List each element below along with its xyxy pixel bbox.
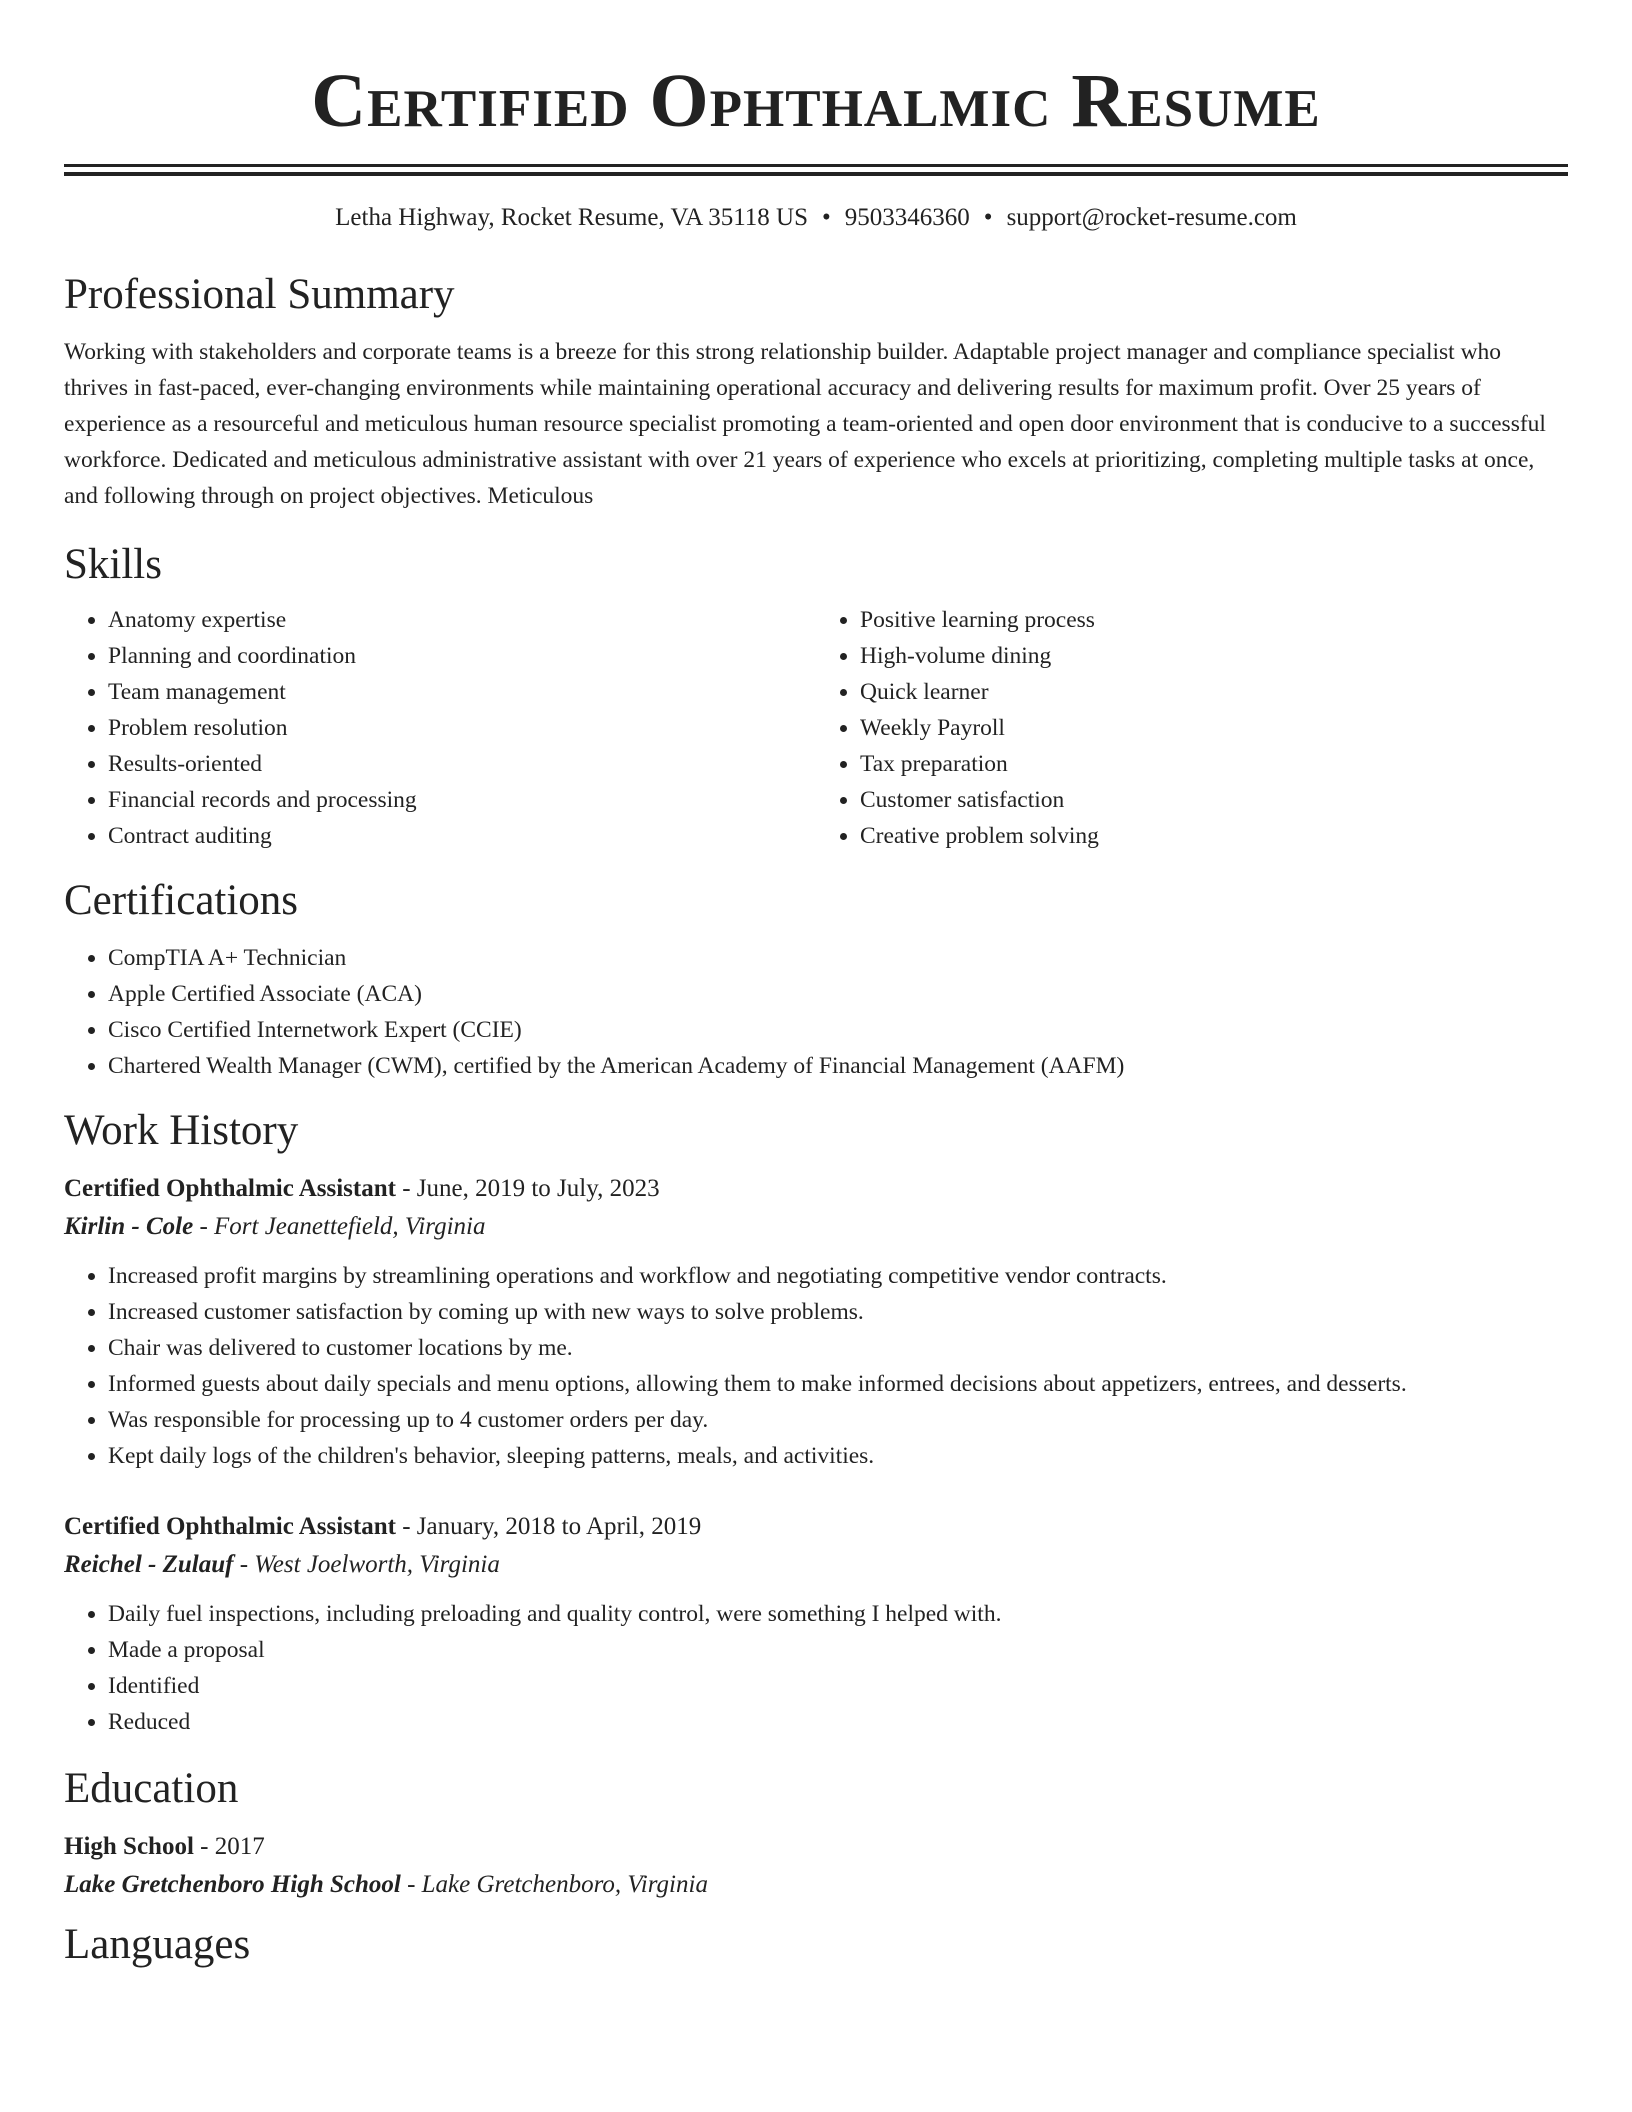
- job-dates: - January, 2018 to April, 2019: [395, 1513, 702, 1540]
- certification-item: • Chartered Wealth Manager (CWM), certified by the American Academy of Financial Management (AAFM): [108, 1048, 1568, 1084]
- education-heading: Education: [64, 1765, 239, 1812]
- education-school-line: [64, 1866, 1568, 1904]
- job-bullet: • Daily fuel inspections, including preloading and quality control, were something I helped with.: [108, 1596, 1568, 1632]
- skill-item: • Anatomy expertise: [108, 602, 816, 638]
- skill-item: • Planning and coordination: [108, 638, 816, 674]
- skills-columns: [64, 602, 1568, 854]
- education-degree: High School: [64, 1833, 194, 1860]
- education-school: Lake Gretchenboro High School: [64, 1871, 401, 1898]
- job-bullet: • Identified: [108, 1668, 1568, 1704]
- job-role: Certified Ophthalmic Assistant: [64, 1513, 396, 1540]
- certification-item: • Apple Certified Associate (ACA): [108, 976, 1568, 1012]
- contact-separator: •: [822, 204, 831, 231]
- skill-item: • Customer satisfaction: [860, 782, 1568, 818]
- skill-item: • Results-oriented: [108, 746, 816, 782]
- contact-phone: 9503346360: [844, 204, 970, 231]
- job-company-line: [64, 1546, 1568, 1584]
- job-bullet: • Kept daily logs of the children's behavior, sleeping patterns, meals, and activities.: [108, 1438, 1568, 1474]
- certifications-heading: Certifications: [64, 877, 299, 924]
- title-double-rule: [64, 164, 1568, 176]
- skills-list-left: [64, 602, 816, 854]
- skill-item: • Tax preparation: [860, 746, 1568, 782]
- contact-separator: •: [983, 204, 993, 231]
- skill-item: • Problem resolution: [108, 710, 816, 746]
- certification-item: • CompTIA A+ Technician: [108, 940, 1568, 976]
- skill-item: • Weekly Payroll: [860, 710, 1568, 746]
- job-bullet: • Informed guests about daily specials and menu options, allowing them to make informed decisions about appetizers, entrees, and desserts.: [108, 1366, 1568, 1402]
- job-company: Reichel - Zulauf: [64, 1551, 234, 1578]
- job-dates: - June, 2019 to July, 2023: [395, 1175, 660, 1202]
- job-bullet: • Increased customer satisfaction by coming up with new ways to solve problems.: [108, 1294, 1568, 1330]
- job-bullet: • Was responsible for processing up to 4 customer orders per day.: [108, 1402, 1568, 1438]
- job-header: [64, 1508, 1568, 1546]
- contact-line: [64, 202, 1568, 234]
- certifications-list: [64, 940, 1568, 1084]
- skill-item: • High-volume dining: [860, 638, 1568, 674]
- job-bullet: • Increased profit margins by streamlining operations and workflow and negotiating competitive vendor contracts.: [108, 1258, 1568, 1294]
- skills-heading: Skills: [64, 541, 162, 588]
- job-bullet: • Reduced: [108, 1704, 1568, 1740]
- job-bullets: [64, 1258, 1568, 1474]
- job-bullet: • Chair was delivered to customer locations by me.: [108, 1330, 1568, 1366]
- job-company-line: [64, 1208, 1568, 1246]
- job-bullets: [64, 1596, 1568, 1740]
- skill-item: • Creative problem solving: [860, 818, 1568, 854]
- work-history-heading: Work History: [64, 1107, 299, 1154]
- education-header: [64, 1828, 1568, 1866]
- job-location: - West Joelworth, Virginia: [233, 1551, 500, 1578]
- contact-email: support@rocket-resume.com: [1006, 204, 1297, 231]
- skill-item: • Contract auditing: [108, 818, 816, 854]
- job-header: [64, 1170, 1568, 1208]
- summary-heading: Professional Summary: [64, 271, 455, 318]
- education-location: - Lake Gretchenboro, Virginia: [400, 1871, 708, 1898]
- job-role: Certified Ophthalmic Assistant: [64, 1175, 396, 1202]
- contact-address: Letha Highway, Rocket Resume, VA 35118 US: [335, 204, 809, 231]
- skill-item: • Team management: [108, 674, 816, 710]
- skill-item: • Positive learning process: [860, 602, 1568, 638]
- job-bullet: • Made a proposal: [108, 1632, 1568, 1668]
- skills-list-right: [816, 602, 1568, 854]
- summary-text: Working with stakeholders and corporate teams is a breeze for this strong relationship builder. Adaptable project manager and compliance specialist who thrives in fast-paced, ever-changing environments while maintaining operational accuracy and delivering results for maximum profit. Over 25 years of experience as a resourceful and meticulous human resource specialist promoting a team-oriented and open door environment that is conducive to a successful workforce. Dedicated and meticulous administrative assistant with over 21 years of experience who excels at prioritizing, completing multiple tasks at once, and following through on project objectives. Meticulous: [64, 339, 1546, 509]
- education-year: - 2017: [193, 1833, 265, 1860]
- languages-heading: Languages: [64, 1921, 251, 1968]
- job-company: Kirlin - Cole: [64, 1213, 194, 1240]
- resume-title: Certified Ophthalmic Resume: [311, 59, 1321, 143]
- certification-item: • Cisco Certified Internetwork Expert (CCIE): [108, 1012, 1568, 1048]
- skill-item: • Quick learner: [860, 674, 1568, 710]
- job-location: - Fort Jeanettefield, Virginia: [193, 1213, 486, 1240]
- skill-item: • Financial records and processing: [108, 782, 816, 818]
